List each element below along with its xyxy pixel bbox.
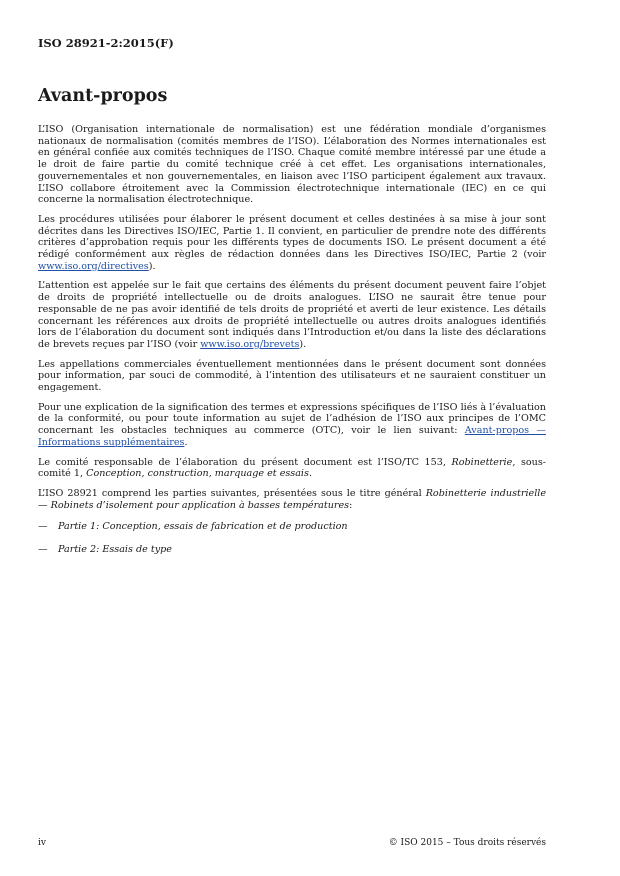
paragraph-committee [38,457,546,480]
list-item [38,544,546,556]
main-content [38,124,546,567]
document-id-header: ISO 28921-2:2015(F) [38,36,174,50]
dash-marker: — [38,521,48,533]
subcommittee-name: Conception, construction, marquage et essais [86,468,309,480]
directives-link[interactable]: www.iso.org/directives [38,260,149,272]
general-title: Robinetterie industrielle — Robinets d’isolement pour application à basses températures [38,487,547,511]
page-number: iv [38,838,46,848]
paragraph-patents-end: ). [299,338,307,350]
paragraph-patents [38,280,546,350]
copyright-notice: © ISO 2015 – Tous droits réservés [388,838,546,848]
paragraph-procedures-text: Les procédures utilisées pour élaborer le présent document et celles destinées à sa mise à jour sont décrites dans les Directives ISO/IEC, Partie 1. Il convient, en particulier de prendre note des différents critères d’approbation requis pour les différents types de documents ISO. Le présent document a été rédigé conformément aux règles de rédaction données dans les Directives ISO/IEC, Partie 2 (voir [38,213,546,261]
paragraph-procedures-end: ). [148,260,156,272]
page-title: Avant-propos [38,86,168,106]
patents-link[interactable]: www.iso.org/brevets [200,338,300,350]
paragraph-conformity-text: Pour une explication de la signification des termes et expressions spécifiques de l’ISO liés à l’évaluation de la conformité, ou pour toute information au sujet de l’adhésion de l’ISO aux principes de l’OMC concernant les obstacles techniques au commerce (OTC), voir le lien suivant: [38,401,546,437]
committee-name: Robinetterie [451,456,513,468]
list-item [38,521,546,533]
part-title: Partie 1: Conception, essais de fabrication et de production [58,521,348,533]
paragraph-procedures [38,214,546,273]
part-title: Partie 2: Essais de type [58,544,172,556]
paragraph-parts [38,488,546,511]
paragraph-conformity [38,402,546,449]
paragraph-iso-intro: L’ISO (Organisation internationale de normalisation) est une fédération mondiale d’organismes nationaux de normalisation (comités membres de l’ISO). L’élaboration des Normes internationales est en général confiée aux comités techniques de l’ISO. Chaque comité membre intéressé par une étude a le droit de faire partie du comité technique créé à cet effet. Les organisations internationales, gouvernementales et non gouvernementales, en liaison avec l’ISO participent également aux travaux. L’ISO collabore étroitement avec la Commission électrotechnique internationale (IEC) en ce qui concerne la normalisation électrotechnique. [38,124,546,206]
paragraph-committee-mid: , sous-comité 1, [38,456,546,480]
dash-marker: — [38,544,48,556]
paragraph-conformity-end: . [184,436,188,448]
paragraph-trade-names: Les appellations commerciales éventuellement mentionnées dans le présent document sont données pour information, par souci de commodité, à l’intention des utilisateurs et ne sauraient constituer un engagement. [38,358,546,394]
supplementary-info-link[interactable]: Avant-propos — Informations supplémentaires [38,425,546,448]
paragraph-committee-end: . [308,468,312,480]
paragraph-parts-text: L’ISO 28921 comprend les parties suivantes, présentées sous le titre général [38,487,426,499]
paragraph-patents-text: L’attention est appelée sur le fait que certains des éléments du présent document peuvent faire l’objet de droits de propriété intellectuelle ou de droits analogues. L’ISO ne saurait être tenue pour responsable de ne pas avoir identifié de tels droits de propriété et averti de leur existence. Les détails concernant les références aux droits de propriété intellectuelle ou autres droits analogues identifiés lors de l’élaboration du document sont indiqués dans l’Introduction et/ou dans la liste des déclarations de brevets reçues par l’ISO (voir [38,280,546,350]
paragraph-committee-text: Le comité responsable de l’élaboration du présent document est l’ISO/TC 153, [38,456,452,468]
paragraph-parts-end: : [349,499,353,511]
